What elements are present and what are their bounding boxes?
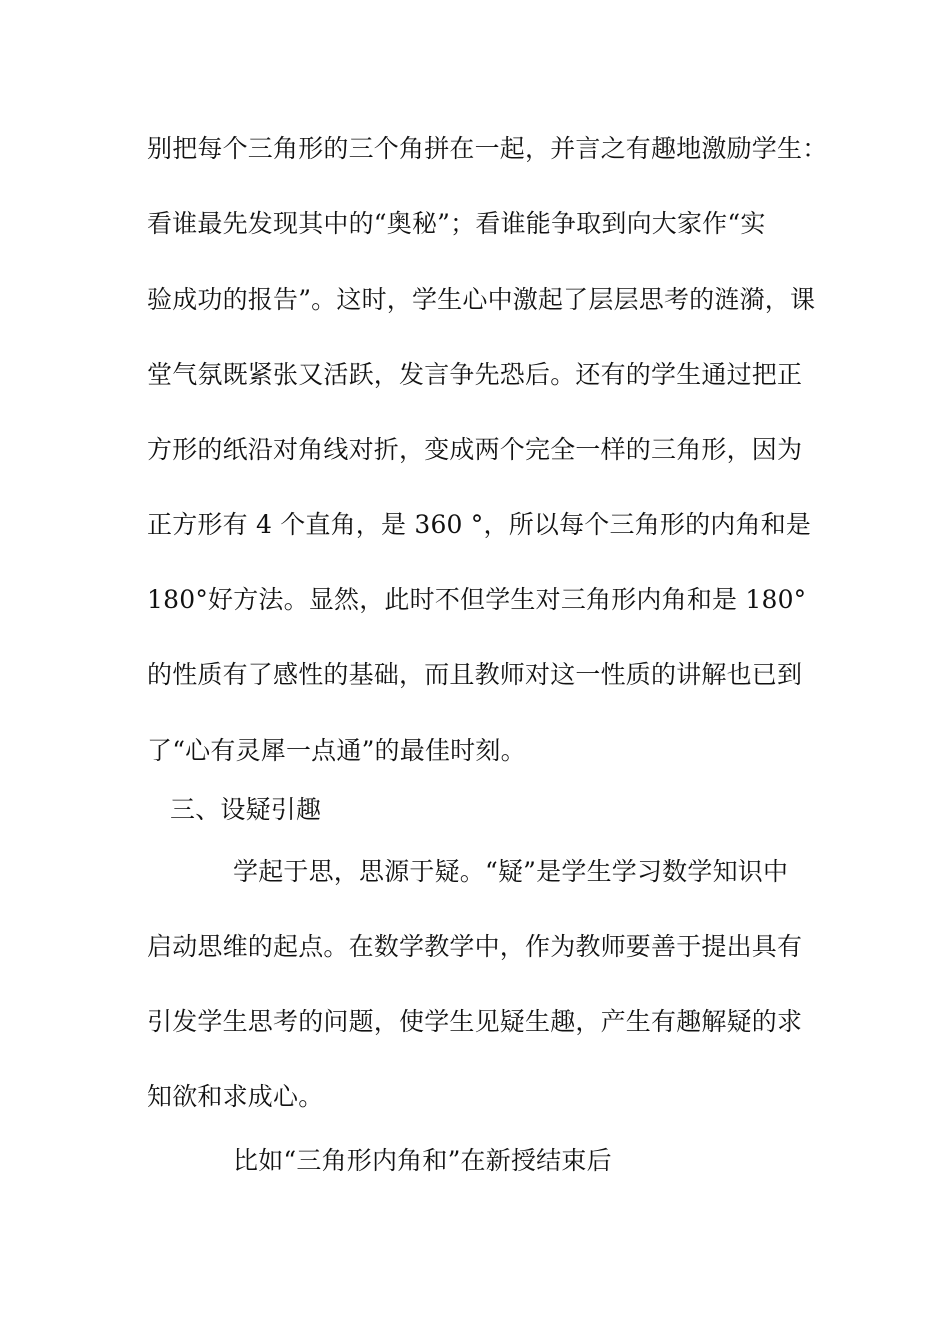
text-line-7: 180°好方法。显然，此时不但学生对三角形内角和是 180° xyxy=(147,585,807,614)
section-heading: 三、设疑引趣 xyxy=(170,795,322,824)
text-line-6: 正方形有 4 个直角，是 360 °，所以每个三角形的内角和是 xyxy=(147,510,812,539)
text-line-8: 的性质有了感性的基础，而且教师对这一性质的讲解也已到 xyxy=(147,660,803,689)
text-line-9: 了“心有灵犀一点通”的最佳时刻。 xyxy=(147,736,526,765)
paragraph-2-line-3: 引发学生思考的问题，使学生见疑生趣，产生有趣解疑的求 xyxy=(147,1007,803,1036)
paragraph-3-line-1: 比如“三角形内角和”在新授结束后 xyxy=(233,1146,612,1175)
text-line-3: 验成功的报告”。这时，学生心中激起了层层思考的涟漪，课 xyxy=(147,285,816,314)
paragraph-2-line-2: 启动思维的起点。在数学教学中，作为教师要善于提出具有 xyxy=(147,932,803,961)
text-line-1: 别把每个三角形的三个角拼在一起，并言之有趣地激励学生： xyxy=(147,134,828,163)
text-line-4: 堂气氛既紧张又活跃，发言争先恐后。还有的学生通过把正 xyxy=(147,360,803,389)
text-line-2: 看谁最先发现其中的“奥秘”；看谁能争取到向大家作“实 xyxy=(147,209,766,238)
text-line-5: 方形的纸沿对角线对折，变成两个完全一样的三角形，因为 xyxy=(147,435,803,464)
paragraph-2-line-1: 学起于思，思源于疑。“疑”是学生学习数学知识中 xyxy=(233,857,789,886)
paragraph-2-line-4: 知欲和求成心。 xyxy=(147,1082,324,1111)
